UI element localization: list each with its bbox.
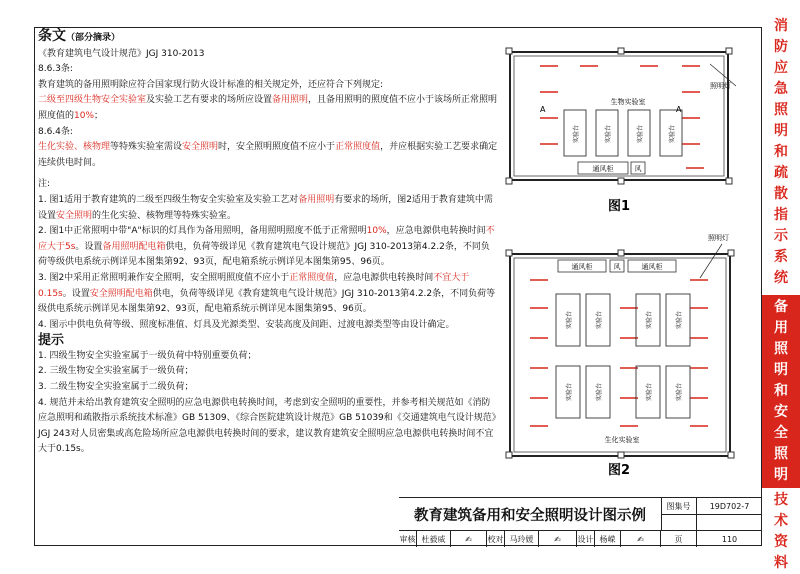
atlas-no: 19D702-7 — [709, 501, 750, 511]
note-4: 4. 图示中供电负荷等级、照度标准值、灯具及光源类型、安装高度及间距、过渡电源类型等由设计确定。 — [38, 319, 455, 330]
note-3: 3. 图2中采用正常照明兼作安全照明，安全照明照度值不应小于正常照度值，应急电源供电转换时间不宜大于0.15s。设置安全照明配电箱供电，负荷等级详见《教育建筑电气设计规范》JGJ 310-2013第4.2.2条，不同负荷等级供电系统示例详见本图集第92、93页，配电箱系统示例详见本图集第95、96页。 — [38, 272, 496, 315]
fig2-bench-label-4: 实验台 — [676, 310, 683, 330]
tip-3: 3. 二级生物安全实验室属于二级负荷； — [38, 382, 194, 393]
drawing-title: 教育建筑备用和安全照明设计图示例 — [399, 498, 662, 530]
page-label: 页 — [661, 530, 697, 547]
middle-char: 备 — [774, 299, 788, 315]
fig2-bench-label-3: 实验台 — [646, 310, 653, 330]
fig2-room-label: 生化实验室 — [604, 436, 640, 444]
fig2-caption: 图2 — [608, 463, 631, 478]
clause2: 生化实验、核物理等特殊实验室需设安全照明时，安全照明照度值不应小于正常照度值，并应根据实验工艺要求确定连续供电时间。 — [38, 142, 498, 168]
notes-title: 注: — [38, 179, 51, 190]
middle-char: 用 — [774, 320, 788, 336]
fig2-bench-label-2: 实验台 — [596, 310, 603, 330]
fig1-mark-a-2: A — [676, 105, 682, 114]
top-char: 照 — [774, 101, 788, 118]
bottom-char: 术 — [774, 513, 788, 529]
atlas-label: 图集号 — [661, 498, 697, 514]
tip-4: 4. 规范并未给出教育建筑安全照明的应急电源供电转换时间，考虑到安全照明的重要性，并参考相关规范如《消防应急照明和疏散指示系统技术标准》GB 51309、《综合医院建筑设计规范》GB 51039和《交通建筑电气设计规范》JGJ 243对人员密集或高危险场所应急电源供电转换时间的要求，建议教育建筑安全照明应急电源供电转换时间不宜大于0.15s。 — [38, 397, 497, 455]
review-label: 审核 — [399, 530, 417, 547]
side-label-standby-safety — [762, 295, 800, 488]
page-no: 110 — [697, 530, 762, 547]
top-char: 散 — [774, 185, 788, 202]
bottom-char: 料 — [774, 555, 788, 571]
fig2-bench-label-6: 实验台 — [596, 382, 603, 402]
top-char: 示 — [774, 227, 788, 244]
atlas-blank-left — [661, 514, 697, 530]
side-label-emergency — [762, 17, 800, 286]
check-label: 校对 — [487, 530, 505, 547]
fig1-mark-a-1: A — [540, 105, 546, 114]
designer-name: 杨嵘 — [595, 530, 621, 547]
reviewer-signature: ✍ — [451, 530, 487, 547]
middle-char: 明 — [774, 362, 788, 378]
fig2-bench-label-8: 实验台 — [676, 382, 683, 402]
middle-char: 全 — [774, 425, 788, 441]
tip-1: 1. 四级生物安全实验室属于一级负荷中特别重要负荷； — [38, 350, 257, 361]
fig2-cabinet-label-1: 通风柜 — [571, 263, 593, 271]
title-block — [399, 497, 762, 546]
middle-char: 和 — [774, 383, 788, 399]
reviewer-name: 杜毅威 — [417, 530, 451, 547]
top-char: 明 — [774, 122, 788, 139]
fig1-bench-label-4: 实验台 — [669, 124, 676, 144]
clause1-num: 8.6.3条: — [38, 64, 73, 75]
fig1-bench-label-2: 实验台 — [605, 124, 612, 144]
designer-signature: ✍ — [621, 530, 661, 547]
top-char: 和 — [774, 143, 788, 160]
text-block — [38, 29, 498, 458]
fig2-lamp-label: 照明灯 — [708, 234, 729, 242]
top-char: 防 — [774, 38, 788, 55]
design-label: 设计 — [577, 530, 595, 547]
side-label-tech — [762, 492, 800, 572]
tips-title: 提示 — [38, 333, 65, 349]
top-char: 急 — [774, 80, 788, 97]
heading: 条文 — [38, 28, 66, 44]
fig2-air-label: 风 — [613, 263, 621, 271]
middle-char: 照 — [774, 341, 788, 357]
tip-2: 2. 三级生物安全实验室属于一级负荷； — [38, 366, 194, 377]
atlas-blank-right — [697, 514, 762, 530]
top-char: 指 — [774, 206, 788, 223]
fig2-bench-label-1: 实验台 — [566, 310, 573, 330]
fig1-air-label: 风 — [634, 165, 642, 173]
fig1-room-label: 生物实验室 — [610, 98, 646, 106]
middle-char: 照 — [774, 446, 788, 462]
middle-char: 安 — [774, 404, 788, 420]
fig1-cabinet-label: 通风柜 — [592, 165, 614, 173]
top-char: 应 — [774, 59, 788, 76]
fig1-bench-label-1: 实验台 — [573, 124, 580, 144]
checker-name: 马玲媛 — [505, 530, 539, 547]
middle-char: 明 — [774, 467, 788, 483]
top-char: 统 — [774, 269, 788, 286]
checker-signature: ✍ — [539, 530, 577, 547]
note-1: 1. 图1适用于教育建筑的二级至四级生物安全实验室及实验工艺对备用照明有要求的场所，图2适用于教育建筑中需设置安全照明的生化实验、核物理等特殊实验室。 — [38, 194, 493, 221]
fig1-caption: 图1 — [608, 199, 631, 214]
figure-2-plan — [500, 228, 760, 478]
bottom-char: 技 — [774, 492, 788, 508]
clause-ref: 《教育建筑电气设计规范》JGJ 310-2013 — [38, 48, 205, 59]
top-char: 系 — [774, 248, 788, 265]
side-column — [762, 17, 800, 571]
fig2-cabinet-label-2: 通风柜 — [641, 263, 663, 271]
note-2: 2. 图1中正常照明中带"A"标识的灯具作为备用照明，备用照明照度不低于正常照明10%，应急电源供电转换时间不应大于5s。设置备用照明配电箱供电，负荷等级详见《教育建筑电气设计规范》JGJ 310-2013第4.2.2条，不同负荷等级供电系统示例详见本图集第92、93页，配电箱系统示例详见本图集第95、96页。 — [38, 226, 495, 268]
top-char: 消 — [774, 17, 788, 34]
fig2-bench-label-7: 实验台 — [646, 382, 653, 402]
top-char: 疏 — [774, 164, 788, 181]
fig2-bench-label-5: 实验台 — [566, 382, 573, 402]
bottom-char: 资 — [774, 534, 788, 550]
fig1-lamp-label: 照明灯 — [710, 82, 731, 90]
clause1: 教育建筑的备用照明除应符合国家现行防火设计标准的相关规定外，还应符合下列规定: 二级至四级生物安全实验室及实验工艺有要求的场所应设置备用照明，且备用照明的照度值不应小于该场所正常照明照度值的10%； — [38, 79, 498, 121]
heading-note: （部分摘录） — [66, 33, 121, 43]
figure-1-plan — [500, 30, 760, 220]
clause2-num: 8.6.4条: — [38, 126, 73, 137]
fig1-bench-label-3: 实验台 — [637, 124, 644, 144]
